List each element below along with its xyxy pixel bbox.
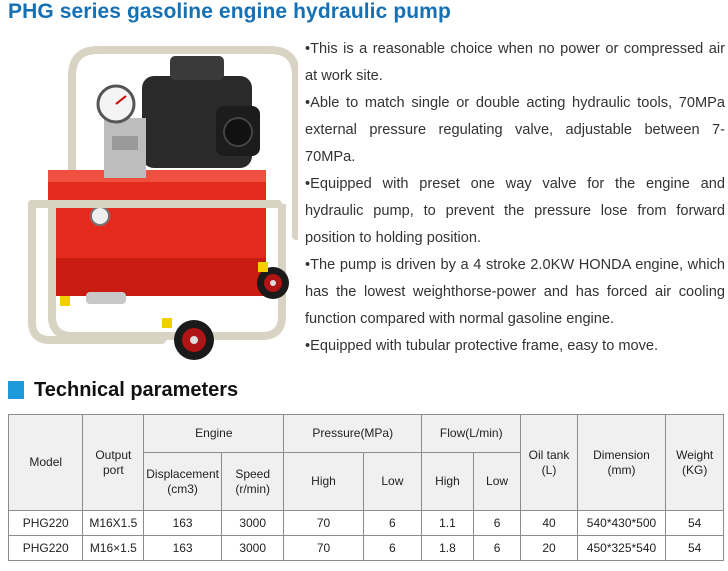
page-title: PHG series gasoline engine hydraulic pump: [8, 0, 451, 23]
header-pressure-low: Low: [363, 453, 422, 511]
cell-model: PHG220: [9, 536, 83, 561]
cell-displacement: 163: [144, 511, 222, 536]
table-row: [9, 511, 724, 536]
cell-flow-low: 6: [473, 511, 521, 536]
header-weight: Weight (KG): [666, 415, 724, 511]
header-pressure: Pressure(MPa): [284, 415, 422, 453]
cell-flow-high: 1.8: [422, 536, 474, 561]
tank-top: [48, 170, 266, 182]
cell-oil-tank: 40: [521, 511, 577, 536]
cell-pressure-low: 6: [363, 511, 422, 536]
cell-flow-low: 6: [473, 536, 521, 561]
cell-output-port: M16X1.5: [83, 511, 144, 536]
feature-item: •Equipped with tubular protective frame, easy to move.: [305, 338, 659, 354]
cell-speed: 3000: [221, 536, 283, 561]
tank-gauge: [91, 207, 109, 225]
section-header: [8, 378, 238, 402]
header-flow-low: Low: [473, 453, 521, 511]
feature-item: •Able to match single or double acting hydraulic tools, 70MPa external pressure regulating valve, adjustable between 7-70MPa.: [305, 95, 725, 165]
cell-dimension: 450*325*540: [577, 536, 666, 561]
header-speed: Speed (r/min): [221, 453, 283, 511]
feature-item: •The pump is driven by a 4 stroke 2.0KW HONDA engine, which has the lowest weighthorse-power and has forced air cooling function compared with normal gasoline engine.: [305, 257, 725, 327]
section-title: Technical parameters: [34, 378, 239, 401]
cell-dimension: 540*430*500: [577, 511, 666, 536]
feature-item: •This is a reasonable choice when no power or compressed air at work site.: [305, 41, 725, 84]
table-row: [9, 536, 724, 561]
spec-table: [8, 414, 724, 561]
header-oil-tank: Oil tank (L): [521, 415, 577, 511]
feature-list: [305, 36, 725, 360]
cell-pressure-low: 6: [363, 536, 422, 561]
header-model: Model: [9, 415, 83, 511]
header-flow: Flow(L/min): [422, 415, 521, 453]
cell-pressure-high: 70: [284, 536, 363, 561]
header-flow-high: High: [422, 453, 474, 511]
cell-weight: 54: [666, 536, 724, 561]
cell-pressure-high: 70: [284, 511, 363, 536]
header-engine: Engine: [144, 415, 284, 453]
header-displacement: Displacement (cm3): [144, 453, 222, 511]
cell-oil-tank: 20: [521, 536, 577, 561]
header-dimension: Dimension (mm): [577, 415, 666, 511]
cell-flow-high: 1.1: [422, 511, 474, 536]
product-photo: [12, 36, 298, 366]
header-output-port: Output port: [83, 415, 144, 511]
cell-displacement: 163: [144, 536, 222, 561]
feature-item: •Equipped with preset one way valve for the engine and hydraulic pump, to prevent the pressure lose from forward position to holding position.: [305, 176, 725, 246]
cell-model: PHG220: [9, 511, 83, 536]
section-marker: [8, 381, 24, 399]
cell-weight: 54: [666, 511, 724, 536]
cell-speed: 3000: [221, 511, 283, 536]
header-pressure-high: High: [284, 453, 363, 511]
cell-output-port: M16×1.5: [83, 536, 144, 561]
